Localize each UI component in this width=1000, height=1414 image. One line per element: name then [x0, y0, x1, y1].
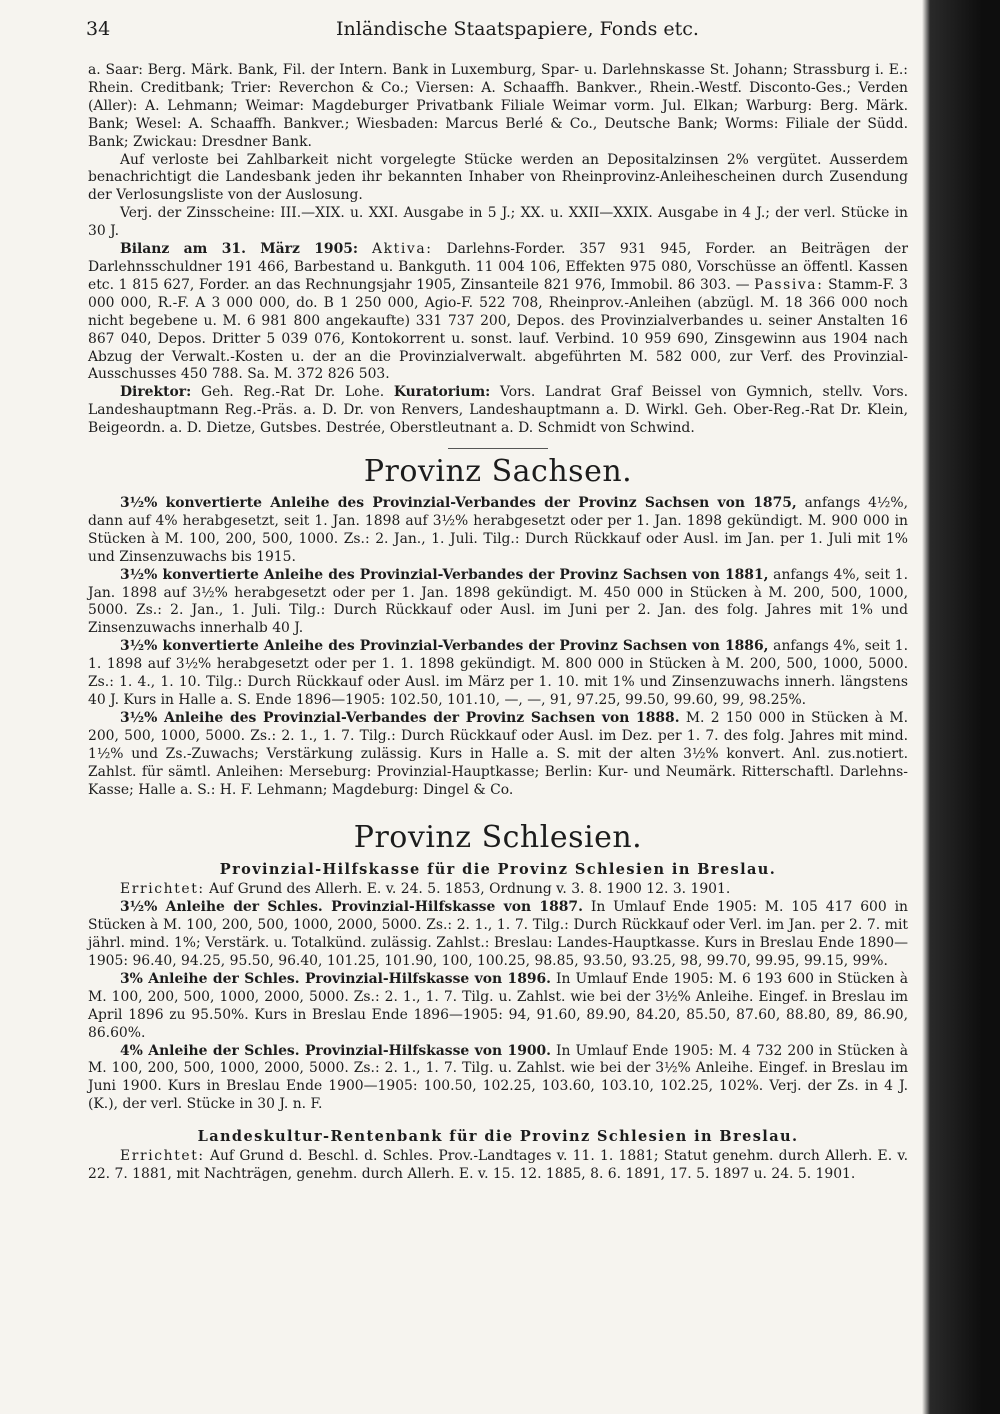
entry-text: In Umlauf Ende 1905: M. 105 417 600 in Stücken à M. 100, 200, 500, 1000, 2000, 5000. Zs.: 2. 1., 1. 7. Tilg.: Durch Rückkauf oder Verl. im Jan. per 2. 7. mit jährl. mind. 1%; Verstärk. u. Totalkünd. zulässig. Zahlst.: Breslau: Landes-Hauptkasse. Kurs in Breslau Ende 1890—1905: 96.40, 94.25, 95.50, 96.40, 101.25, 101.90, 100, 100.25, 98.85, 93.50, 93.25, 98, 99.70, 99.95, 99.15, 99%. — [88, 899, 908, 969]
liabilities-text: Stamm-F. 3 000 000, R.-F. A 3 000 000, do. B 1 250 000, Agio-F. 522 708, Rheinprov.-Anleihen (abzügl. M. 18 366 000 noch nicht begebene u. M. 6 981 800 angekaufte) 331 737 200, Depos. des Provinzialverbandes u. seiner Anstalten 16 867 040, Depos. Dritter 5 039 076, Kontokorrent u. sonst. lauf. Verbind. 10 959 690, Zinsgewinn aus 1904 nach Abzug der Verwalt.-Kosten u. der an die Provinzialverwalt. abgeführten M. 582 000, zur Verf. des Provinzial-Ausschusses 450 788. Sa. M. 372 826 503. — [88, 276, 908, 383]
entry-text: anfangs 4½%, dann auf 4% herabgesetzt, seit 1. Jan. 1898 auf 3½% herabgesetzt oder per 1. Jan. 1898 gekündigt. M. 900 000 in Stücken à M. 100, 200, 500, 1000. Zs.: 2. Jan., 1. Juli. Tilg.: Durch Rückkauf oder Ausl. im Jan. per 1. Juli mit 1% und Zinsenzuwachs bis 1915. — [88, 495, 908, 565]
entry-title: 3½% konvertierte Anleihe des Provinzial-Verbandes der Provinz Sachsen von 1881, — [120, 566, 769, 583]
sachsen-entry-1888 — [88, 710, 908, 800]
entry-text: In Umlauf Ende 1905: M. 6 193 600 in Stücken à M. 100, 200, 500, 1000, 2000, 5000. Zs.: 2. 1., 1. 7. Tilg. u. Zahlst. wie bei der 3½% Anleihe. Eingef. in Breslau im April 1896 zu 95.50%. Kurs in Breslau Ende 1896—1905: 94, 91.60, 89.90, 84.20, 85.50, 87.60, 88.80, 89, 86.90, 86.60%. — [88, 970, 908, 1041]
board-text: Vors. Landrat Graf Beissel von Gymnich, stellv. Vors. Landeshauptmann Reg.-Präs. a. D. Dr. von Renvers, Landeshauptmann a. D. Wirkl. Geh. Ober-Reg.-Rat Dr. Klein, Beigeordn. a. D. Dietze, Gutsbes. Destrée, Oberstleutnant a. D. Schmidt von Schwind. — [88, 384, 908, 437]
sachsen-entry-1875 — [88, 495, 908, 567]
balance-paragraph — [88, 241, 908, 384]
established-label: Errichtet: — [120, 1148, 205, 1165]
director-label: Direktor: — [120, 384, 192, 401]
board-label: Kuratorium: — [393, 384, 491, 401]
assets-label: Aktiva: — [372, 241, 433, 258]
entry-text: In Umlauf Ende 1905: M. 4 732 200 in Stücken à M. 100, 200, 500, 1000, 2000, 5000. Zs.: 2. 1., 1. 7. Tilg. u. Zahlst. wie bei der 3½% Anleihe. Eingef. in Breslau im Juni 1900. Kurs in Breslau Ende 1900—1905: 100.50, 102.25, 103.60, 103.10, 102.25, 102%. Verj. der Zs. in 4 J. (K.), der verl. Stücke in 30 J. n. F. — [88, 1042, 908, 1113]
page-number: 34 — [86, 18, 111, 40]
deposit-interest-paragraph: Auf verloste bei Zahlbarkeit nicht vorgelegte Stücke werden an Depositalzinsen 2% vergütet. Ausserdem benachrichtigt die Landesbank jeden ihr bekannten Inhaber von Rheinprovinz-Anleihescheinen durch Zusendung der Verlosungsliste von der Auslosung. — [88, 151, 908, 204]
assets-text: Darlehns-Forder. 357 931 945, Forder. an Beiträgen der Darlehnsschuldner 191 466, Barbestand u. Bankguth. 11 004 106, Effekten 975 080, Vorschüsse an öffentl. Kassen etc. 1 815 627, Forder. an das Rechnungsjahr 1905, Zinsanteile 821 976, Immobil. 86 303. — — [88, 241, 908, 293]
heading-provinz-schlesien: Provinz Schlesien. — [353, 820, 643, 856]
subheading-rentenbank: Landeskultur-Rentenbank für die Provinz Schlesien in Breslau. — [197, 1128, 799, 1146]
management-paragraph — [88, 384, 908, 438]
schlesien-entry-1896 — [88, 971, 908, 1043]
entry-title: 3½% Anleihe der Schles. Provinzial-Hilfskasse von 1887. — [120, 899, 583, 916]
entry-text: M. 2 150 000 in Stücken à M. 200, 500, 1000, 5000. Zs.: 2. 1., 1. 7. Tilg.: Durch Rückkauf oder Ausl. im Dez. per 1. 7. des folg. Jahres mit mind. 1½% und Zs.-Zuwachs; Verstärkung zulässig. Kurs in Halle a. S. mit der alten 3½% konvert. Anl. zus.notiert. Zahlst. für sämtl. Anleihen: Merseburg: Provinzial-Hauptkasse; Berlin: Kur- und Neumärk. Ritterschaftl. Darlehns-Kasse; Halle a. S.: H. F. Lehmann; Magdeburg: Dingel & Co. — [88, 709, 908, 798]
established-label: Errichtet: — [120, 881, 205, 898]
established-text: Auf Grund d. Beschl. d. Schles. Prov.-Landtages v. 11. 1. 1881; Statut genehm. durch Allerh. E. v. 22. 7. 1881, mit Nachträgen, genehm. durch Allerh. E. v. 15. 12. 1885, 8. 6. 1891, 17. 5. 1897 u. 24. 5. 1901. — [88, 1148, 908, 1182]
paying-agents-paragraph: a. Saar: Berg. Märk. Bank, Fil. der Intern. Bank in Luxemburg, Spar- u. Darlehnskasse St. Johann; Strassburg i. E.: Rhein. Creditbank; Trier: Reverchon & Co.; Viersen: A. Schaaffh. Bankver., Rhein.-Westf. Disconto-Ges.; Verden (Aller): A. Lehmann; Weimar: Magdeburger Privatbank Filiale Weimar vorm. Jul. Elkan; Warburg: Berg. Märk. Bank; Wesel: A. Schaaffh. Bankver.; Wiesbaden: Marcus Berlé & Co., Deutsche Bank; Worms: Filiale der Südd. Bank; Zwickau: Dresdner Bank. — [88, 62, 908, 150]
schlesien-entry-1887 — [88, 899, 908, 971]
entry-title: 3½% konvertierte Anleihe des Provinzial-Verbandes der Provinz Sachsen von 1875, — [120, 495, 797, 512]
entry-title: 4% Anleihe der Schles. Provinzial-Hilfskasse von 1900. — [120, 1042, 552, 1059]
running-title: Inländische Staatspapiere, Fonds etc. — [336, 18, 699, 40]
entry-text: anfangs 4%, seit 1. 1. 1898 auf 3½% herabgesetzt oder per 1. 1. 1898 gekündigt. M. 800 000 in Stücken à M. 200, 500, 1000, 5000. Zs.: 1. 4., 1. 10. Tilg.: Durch Rückkauf oder Ausl. im März per 1. 10. mit 1% und Zinsenzuwachs innerh. längstens 40 J. Kurs in Halle a. S. Ende 1896—1905: 102.50, 101.10, —, —, 91, 97.25, 99.50, 99.60, 99, 98.25%. — [88, 638, 908, 708]
entry-text: anfangs 4%, seit 1. Jan. 1898 auf 3½% herabgesetzt oder per 1. Jan. 1898 gekündigt. M. 450 000 in Stücken à M. 200, 500, 1000, 5000. Zs.: 2. Jan., 1. Juli. Tilg.: Durch Rückkauf oder Ausl. im Juni per 2. Jan. des folg. Jahres mit 1% und Zinsenzuwachs innerhalb 40 J. — [88, 566, 908, 637]
text-column — [88, 62, 908, 1184]
subheading-hilfskasse: Provinzial-Hilfskasse für die Provinz Schlesien in Breslau. — [219, 861, 777, 879]
spacer — [88, 1114, 908, 1126]
page-header — [86, 18, 886, 48]
established-text: Auf Grund des Allerh. E. v. 24. 5. 1853, Ordnung v. 3. 8. 1900 12. 3. 1901. — [209, 881, 731, 898]
liabilities-label: Passiva: — [754, 276, 824, 293]
limitation-paragraph: Verj. der Zinsscheine: III.—XIX. u. XXI. Ausgabe in 5 J.; XX. u. XXII—XXIX. Ausgabe in 4 J.; der verl. Stücke in 30 J. — [88, 205, 908, 240]
scan-edge-shadow — [922, 0, 1000, 1414]
heading-provinz-sachsen: Provinz Sachsen. — [363, 454, 633, 490]
rentenbank-established — [88, 1148, 908, 1184]
entry-title: 3% Anleihe der Schles. Provinzial-Hilfskasse von 1896. — [120, 970, 552, 987]
director-text: Geh. Reg.-Rat Dr. Lohe. — [201, 384, 385, 401]
sachsen-entry-1886 — [88, 638, 908, 710]
entry-title: 3½% konvertierte Anleihe des Provinzial-Verbandes der Provinz Sachsen von 1886, — [120, 638, 769, 655]
schlesien-entry-1900 — [88, 1043, 908, 1115]
sachsen-entry-1881 — [88, 567, 908, 639]
balance-label: Bilanz am 31. März 1905: — [120, 241, 359, 258]
entry-title: 3½% Anleihe des Provinzial-Verbandes der Provinz Sachsen von 1888. — [120, 709, 680, 726]
section-divider — [448, 448, 548, 449]
spacer — [88, 799, 908, 815]
hilfskasse-established — [88, 881, 908, 899]
